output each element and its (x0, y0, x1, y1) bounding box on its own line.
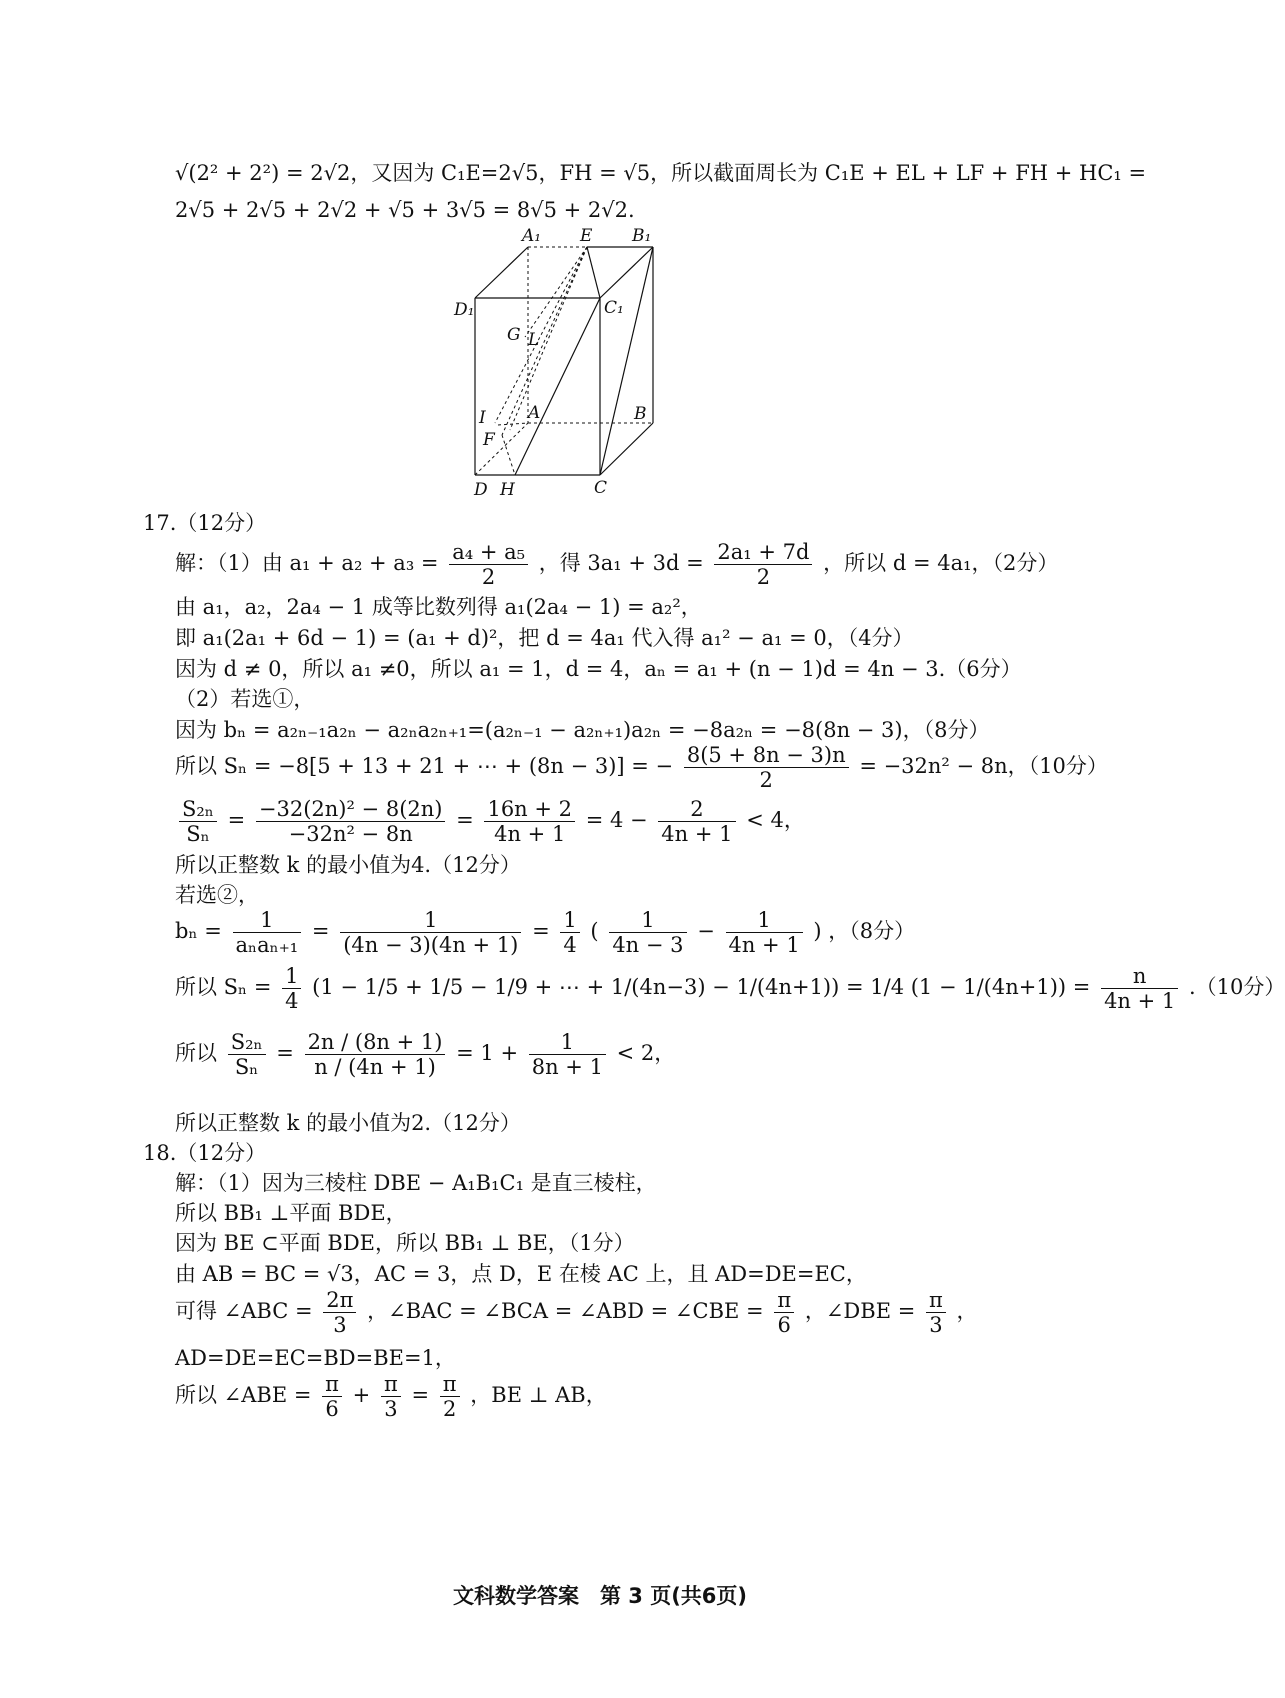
q17-line-8: $\frac{\text{S₂ₙ}}{\text{Sₙ}}$ = $\frac{\text{−32(2n)² − 8(2n)}}{\text{−32n² − 8n}}$ = $\frac{16n + 2}{4n + 1}$ = 4 − $\frac{2}{4n + 1}$ < 4， (175, 797, 805, 846)
q17-line-4: 因为 d ≠ 0，所以 a₁ ≠0，所以 a₁ = 1，d = 4，aₙ = a₁ + (n − 1)d = 4n − 3.（6分） (175, 657, 1022, 681)
text-line: √(2² + 2²) = 2√2，又因为 C₁E=2√5，FH = √5，所以截面周长为 C₁E + EL + LF + FH + HC₁ = (175, 161, 1147, 185)
label-B1: B₁ (632, 226, 652, 246)
q17-line-12: 所以 Sₙ = $\frac{1}{4}$ (1 − 1/5 + 1/5 − 1/9 + ⋯ + 1/(4n−3) − 1/(4n+1)) = 1/4 (1 − 1/(4n+1)) = $\frac{n}{4n + 1}$ .（10分） (175, 964, 1285, 1013)
q17-line-3: 即 a₁(2a₁ + 6d − 1) = (a₁ + d)²，把 d = 4a₁ 代入得 a₁² − a₁ = 0，（4分） (175, 626, 914, 650)
label-D1: D₁ (454, 300, 475, 320)
label-C1: C₁ (604, 298, 624, 318)
q17-line-7: 所以 Sₙ = −8[5 + 13 + 21 + ⋯ + (8n − 3)] = − $\frac{8(5 + 8n - 3)n}{2}$ = −32n² − 8n，（10分） (175, 743, 1108, 792)
q18-line-4: 由 AB = BC = √3，AC = 3，点 D，E 在棱 AC 上，且 AD=DE=EC， (175, 1262, 867, 1286)
label-B: B (634, 404, 647, 424)
q18-line-6: AD=DE=EC=BD=BE=1， (175, 1346, 456, 1370)
q17-line-11: bₙ = $\frac{1}{\text{aₙaₙ₊₁}}$ = $\frac{1}{(4n - 3)(4n + 1)}$ = $\frac{1}{4}$ ( $\frac{1}{4n - 3}$ − $\frac{1}{4n + 1}$ ) ，（8分） (175, 908, 916, 957)
label-A1: A₁ (522, 226, 542, 246)
q18-line-2: 所以 BB₁ ⊥平面 BDE， (175, 1201, 407, 1225)
text-line: 2√5 + 2√5 + 2√2 + √5 + 3√5 = 8√5 + 2√2. (175, 198, 635, 222)
q18-line-3: 因为 BE ⊂平面 BDE，所以 BB₁ ⊥ BE，（1分） (175, 1231, 635, 1255)
q18-line-1: 解：（1）因为三棱柱 DBE − A₁B₁C₁ 是直三棱柱， (175, 1171, 657, 1195)
label-C: C (594, 478, 608, 498)
question-18-heading: 18.（12分） (143, 1141, 267, 1165)
q18-line-7: 所以 ∠ABE = $\frac{\pi}{6}$ + $\frac{\pi}{3}$ = $\frac{\pi}{2}$ ，BE ⊥ AB， (175, 1372, 607, 1421)
q18-line-5: 可得 ∠ABC = $\frac{2\pi}{3}$ ，∠BAC = ∠BCA = ∠ABD = ∠CBE = $\frac{\pi}{6}$ ，∠DBE = $\frac{\pi}{3}$ ， (175, 1288, 978, 1337)
label-E: E (580, 226, 593, 246)
q17-line-5: （2）若选①， (175, 687, 315, 711)
label-I: I (479, 408, 486, 428)
q17-line-1: 解：（1）由 a₁ + a₂ + a₃ = $\frac{\text{a₄ + a₅}}{2}$ ，得 3a₁ + 3d = $\frac{\text{2a₁ + 7d}}{2}$ ，所以 d = 4a₁，（2分） (175, 540, 1059, 589)
page-footer: 文科数学答案 第 3 页(共6页) (452, 1584, 748, 1608)
label-A: A (528, 403, 541, 423)
q17-line-2: 由 a₁，a₂，2a₄ − 1 成等比数列得 a₁(2a₄ − 1) = a₂²， (175, 595, 702, 619)
q17-line-13: 所以 $\frac{\text{S₂ₙ}}{\text{Sₙ}}$ = $\frac{2n / (8n + 1)}{n / (4n + 1)}$ = 1 + $\frac{1}{8n + 1}$ < 2， (175, 1030, 676, 1079)
label-F: F (483, 430, 495, 450)
q17-line-6: 因为 bₙ = a₂ₙ₋₁a₂ₙ − a₂ₙa₂ₙ₊₁=(a₂ₙ₋₁ − a₂ₙ₊₁)a₂ₙ = −8a₂ₙ = −8(8n − 3)，（8分） (175, 718, 990, 742)
label-H: H (500, 480, 515, 500)
prism-figure (440, 225, 680, 505)
question-17-heading: 17.（12分） (143, 511, 267, 535)
label-L: L (528, 330, 540, 350)
label-D: D (474, 480, 488, 500)
label-G: G (507, 325, 521, 345)
q17-line-9: 所以正整数 k 的最小值为4.（12分） (175, 853, 521, 877)
q17-line-10: 若选②， (175, 883, 259, 907)
q17-line-14: 所以正整数 k 的最小值为2.（12分） (175, 1111, 521, 1135)
